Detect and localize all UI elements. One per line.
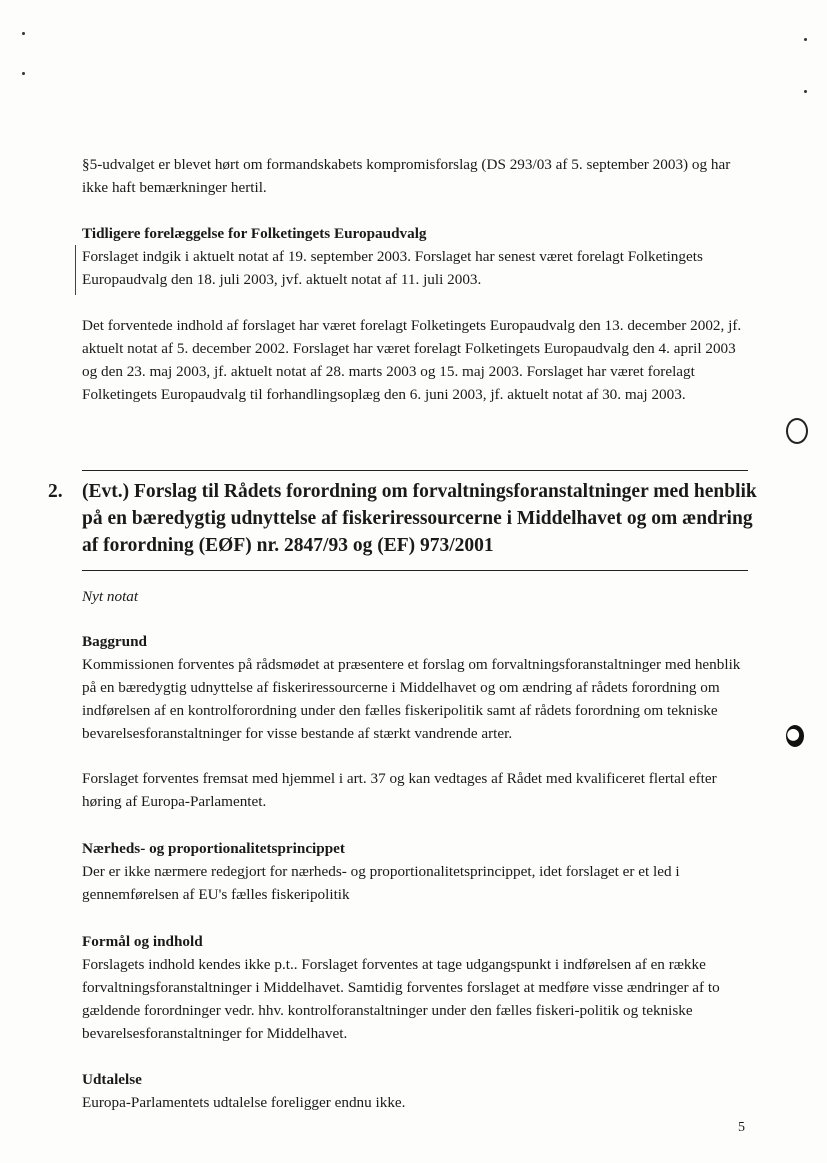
purpose-heading: Formål og indhold <box>82 933 203 950</box>
intro-text: §5-udvalget er blevet hørt om formandskabets kompromisforslag (DS 293/03 af 5. september 2003) og har ikke haft bemærkninger hertil. <box>82 156 731 196</box>
statement-section <box>82 1068 752 1114</box>
punch-hole-icon <box>786 418 808 444</box>
note-type-label: Nyt notat <box>82 588 139 605</box>
scan-speck <box>22 32 25 35</box>
prior-presentation-heading: Tidligere forelæggelse for Folketingets Europaudvalg <box>82 225 427 242</box>
change-bar <box>75 245 76 295</box>
scan-speck <box>804 38 807 41</box>
subsidiarity-heading: Nærheds- og proportionalitetsprincippet <box>82 840 345 857</box>
background-heading: Baggrund <box>82 633 147 650</box>
section-number: 2. <box>48 481 63 502</box>
purpose-text: Forslagets indhold kendes ikke p.t.. Forslaget forventes at tage udgangspunkt i indførelsen af en række forvaltningsforanstaltninger i Middelhavet. Samtidig forventes forslaget at medføre visse ændringer af to gældende forordninger vedr. hhv. kontrolforanstaltninger under den fælles fiskeri-politik og tekniske bevarelsesforanstaltninger for Middelhavet. <box>82 956 720 1042</box>
background-text-1: Kommissionen forventes på rådsmødet at præsentere et forslag om forvaltningsforanstaltninger med henblik på en bæredygtig udnyttelse af fiskeriressourcerne i Middelhavet og om ændring af rådets forordning om indførelsen af en kontrolforordning under den fælles fiskeripolitik samt af rådets forordning om tekniske bevarelsesforanstaltninger for visse bestande af stærkt vandrende arter. <box>82 656 741 742</box>
note-type <box>82 585 752 608</box>
subsidiarity-section <box>82 837 752 906</box>
scan-speck <box>804 90 807 93</box>
purpose-section <box>82 930 752 1045</box>
statement-heading: Udtalelse <box>82 1071 142 1088</box>
prior-presentation-text: Forslaget indgik i aktuelt notat af 19. september 2003. Forslaget har senest været forelagt Folketingets Europaudvalg den 18. juli 2003, jvf. aktuelt notat af 11. juli 2003. <box>82 248 703 288</box>
prior-presentation-history <box>82 314 752 406</box>
background-section <box>82 630 752 745</box>
page-number: 5 <box>738 1120 745 1135</box>
punch-hole-icon <box>786 725 804 747</box>
scan-speck <box>22 72 25 75</box>
statement-text: Europa-Parlamentets udtalelse foreligger endnu ikke. <box>82 1094 406 1111</box>
section-top-rule <box>82 470 748 471</box>
section-bottom-rule <box>82 570 748 571</box>
subsidiarity-text: Der er ikke nærmere redegjort for nærheds- og proportionalitetsprincippet, idet forslaget er et led i gennemførelsen af EU's fælles fiskeripolitik <box>82 863 680 903</box>
section-title: (Evt.) Forslag til Rådets forordning om forvaltningsforanstaltninger med henblik på en bæredygtig udnyttelse af fiskeriressourcerne i Middelhavet og om ændring af forordning (EØF) nr. 2847/93 og (EF) 973/2001 <box>82 481 757 556</box>
background-paragraph-2 <box>82 767 752 813</box>
prior-presentation-section <box>82 222 752 291</box>
prior-presentation-history-text: Det forventede indhold af forslaget har været forelagt Folketingets Europaudvalg den 13. december 2002, jf. aktuelt notat af 5. december 2002. Forslaget har været forelagt Folketingets Europaudvalg den 4. april 2003 og den 23. maj 2003, jf. aktuelt notat af 28. marts 2003 og 15. maj 2003. Forslaget har været forelagt Folketingets Europaudvalg til forhandlingsoplæg den 6. juni 2003, jf. aktuelt notat af 30. maj 2003. <box>82 317 742 403</box>
background-text-2: Forslaget forventes fremsat med hjemmel i art. 37 og kan vedtages af Rådet med kvalificeret flertal efter høring af Europa-Parlamentet. <box>82 770 717 810</box>
intro-paragraph <box>82 153 752 199</box>
